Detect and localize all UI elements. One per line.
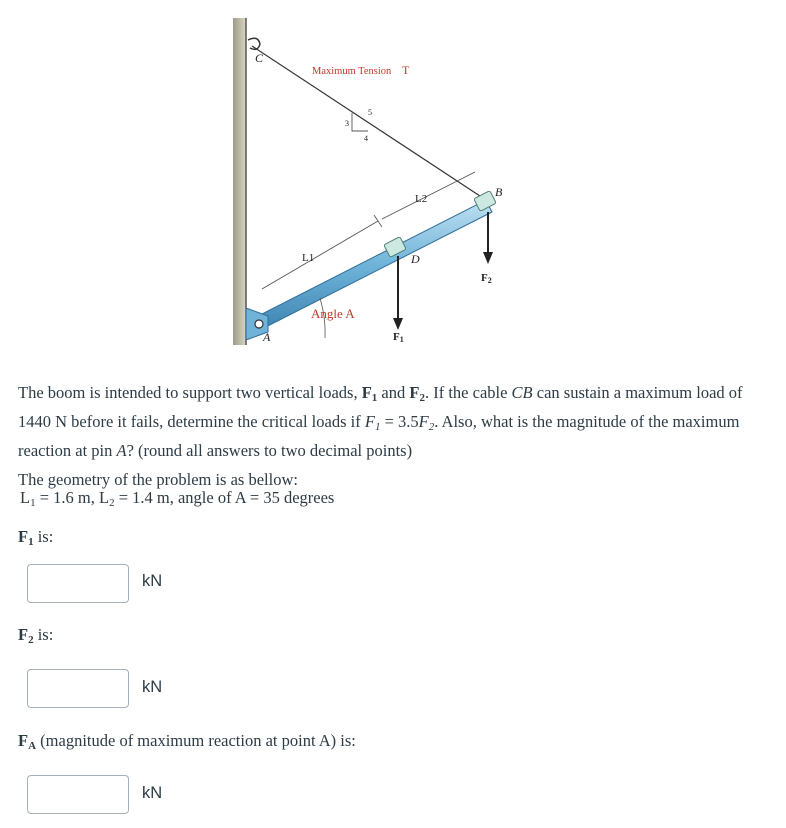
label-b: B [495, 185, 503, 199]
given-geometry: $L_1 = 1.6$ m, $L_2 = 1.4$ m, angle of A = 35 degrees [20, 488, 335, 509]
label-c: C [255, 51, 264, 65]
dimension-line-l2 [382, 172, 475, 219]
load-arrowhead-f1 [393, 318, 403, 330]
slope-4: 4 [364, 134, 368, 143]
question-f1-label: $F_1$ is: [18, 527, 54, 548]
wall [233, 18, 246, 345]
problem-figure [228, 12, 528, 347]
answer-input-f1[interactable] [27, 564, 129, 603]
slope-5: 5 [368, 108, 372, 117]
unit-label-f1: kN [142, 572, 163, 590]
question-f2-label: $F_2$ is: [18, 625, 54, 646]
label-max-tension: Maximum Tension [312, 66, 392, 77]
answer-input-fa[interactable] [27, 775, 129, 814]
label-f1: F1 [393, 331, 404, 344]
question-fa-label: $F_A$ (magnitude of maximum reaction at point A) is: [18, 731, 356, 752]
problem-paragraph: The boom is intended to support two vertical loads, $F_1$ and $F_2$. If the cable CB can sustain a maximum load of 1440 N before it fails, determine the critical loads if $F_1 = 3.5F_2$. Also, what is the magnitude of the maximum reaction at pin A? (round all answers to two decimal points) [18, 383, 743, 460]
label-l1: L1 [302, 252, 315, 264]
load-arrowhead-f2 [483, 252, 493, 264]
pin-a-icon [255, 320, 263, 328]
dimension-tick [374, 215, 382, 227]
unit-label-fa: kN [142, 784, 163, 802]
boom [254, 200, 492, 330]
label-a: A [263, 330, 271, 344]
geometry-intro: The geometry of the problem is as bellow: [18, 470, 298, 489]
label-l2: L2 [415, 193, 428, 205]
answer-input-f2[interactable] [27, 669, 129, 708]
label-angle-a: Angle A [311, 306, 355, 321]
slope-3: 3 [345, 119, 349, 128]
label-t: T [402, 63, 410, 77]
label-d: D [411, 252, 420, 266]
slope-triangle [352, 113, 368, 131]
label-f2: F2 [481, 272, 492, 285]
unit-label-f2: kN [142, 678, 163, 696]
problem-statement [18, 378, 773, 494]
